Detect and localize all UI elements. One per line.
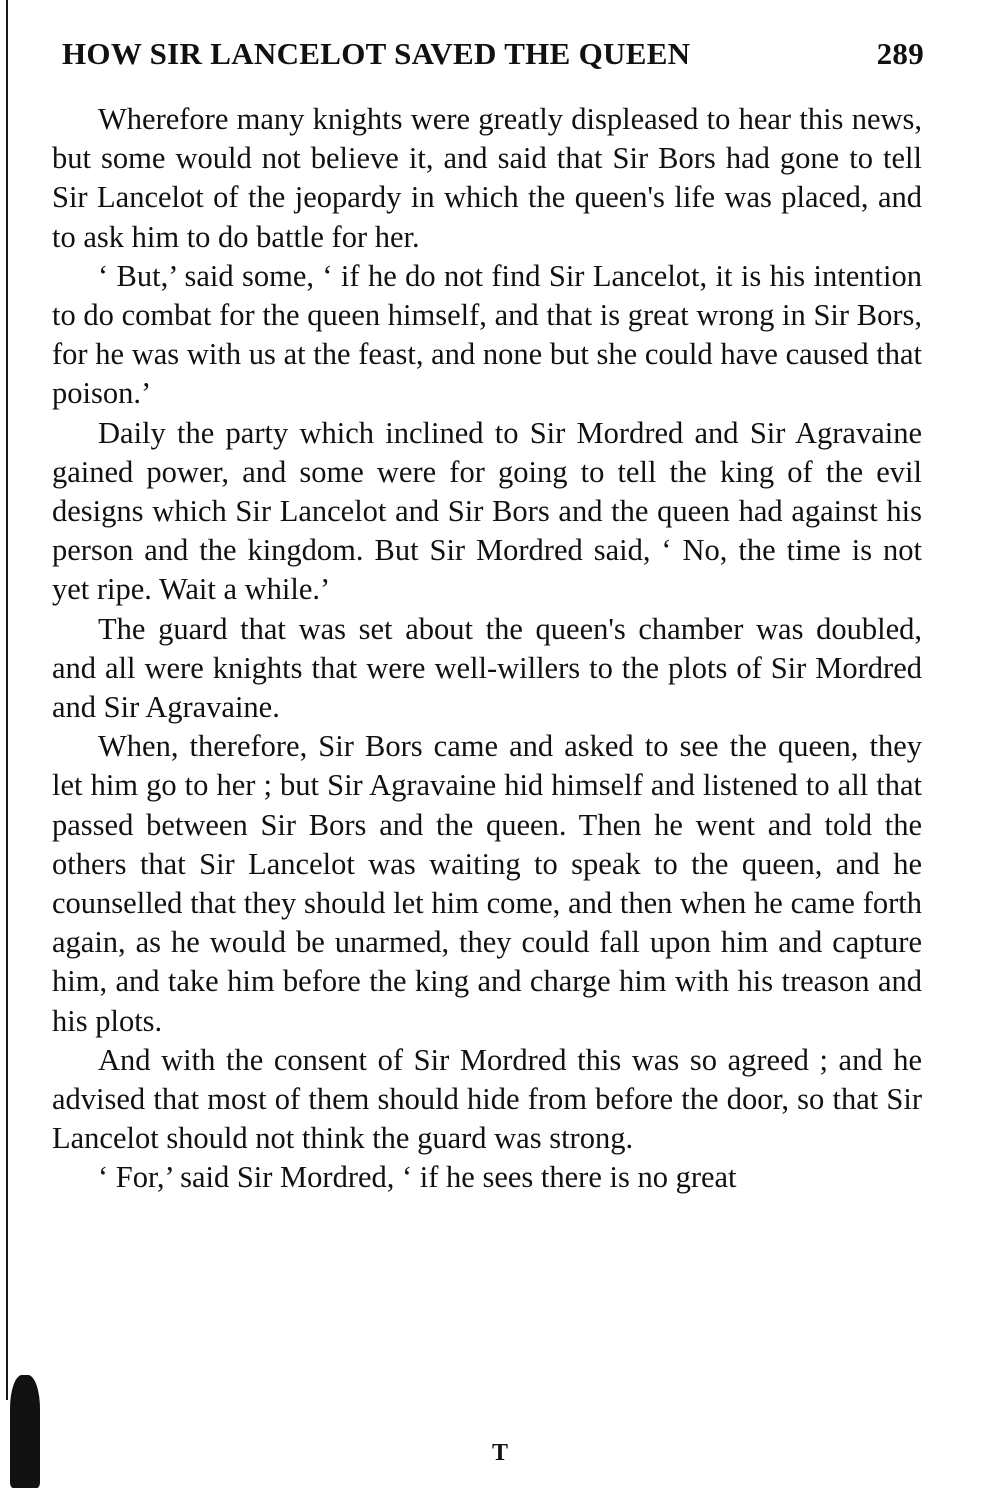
signature-mark: T — [491, 1440, 508, 1466]
scan-shadow — [10, 1375, 40, 1488]
running-header — [62, 36, 924, 72]
page-number: 289 — [876, 36, 924, 71]
body-text — [52, 100, 922, 1198]
paragraph: Daily the party which inclined to Sir Mordred and Sir Agravaine gained power, and some were for going to tell the king of the evil designs which Sir Lancelot and Sir Bors and the queen had against his person and the kingdom. But Sir Mordred said, ‘ No, the time is not yet ripe. Wait a while.’ — [52, 415, 922, 607]
paragraph: ‘ But,’ said some, ‘ if he do not find Sir Lancelot, it is his intention to do combat for the queen himself, and that is great wrong in Sir Bors, for he was with us at the feast, and none but she could have caused that poison.’ — [52, 258, 922, 411]
paragraph: When, therefore, Sir Bors came and asked to see the queen, they let him go to her ; but Sir Agravaine hid himself and listened to all that passed between Sir Bors and the queen. Then he went and told the others that Sir Lancelot was waiting to speak to the queen, and he counselled that they should let him come, and then when he came forth again, as he would be unarmed, they could fall upon him and capture him, and take him before the king and charge him with his treason and his plots. — [52, 729, 922, 1038]
paragraph: And with the consent of Sir Mordred this was so agreed ; and he advised that most of them should hide from before the door, so that Sir Lancelot should not think the guard was strong. — [52, 1042, 922, 1156]
chapter-title: HOW SIR LANCELOT SAVED THE QUEEN — [62, 36, 691, 71]
paragraph: The guard that was set about the queen's chamber was doubled, and all were knights that were well-willers to the plots of Sir Mordred and Sir Agravaine. — [52, 611, 922, 725]
paragraph: Wherefore many knights were greatly displeased to hear this news, but some would not believe it, and said that Sir Bors had gone to tell Sir Lancelot of the jeopardy in which the queen's life was placed, and to ask him to do battle for her. — [52, 102, 922, 254]
paragraph: ‘ For,’ said Sir Mordred, ‘ if he sees there is no great — [98, 1160, 737, 1195]
page-gutter-edge — [6, 0, 8, 1400]
